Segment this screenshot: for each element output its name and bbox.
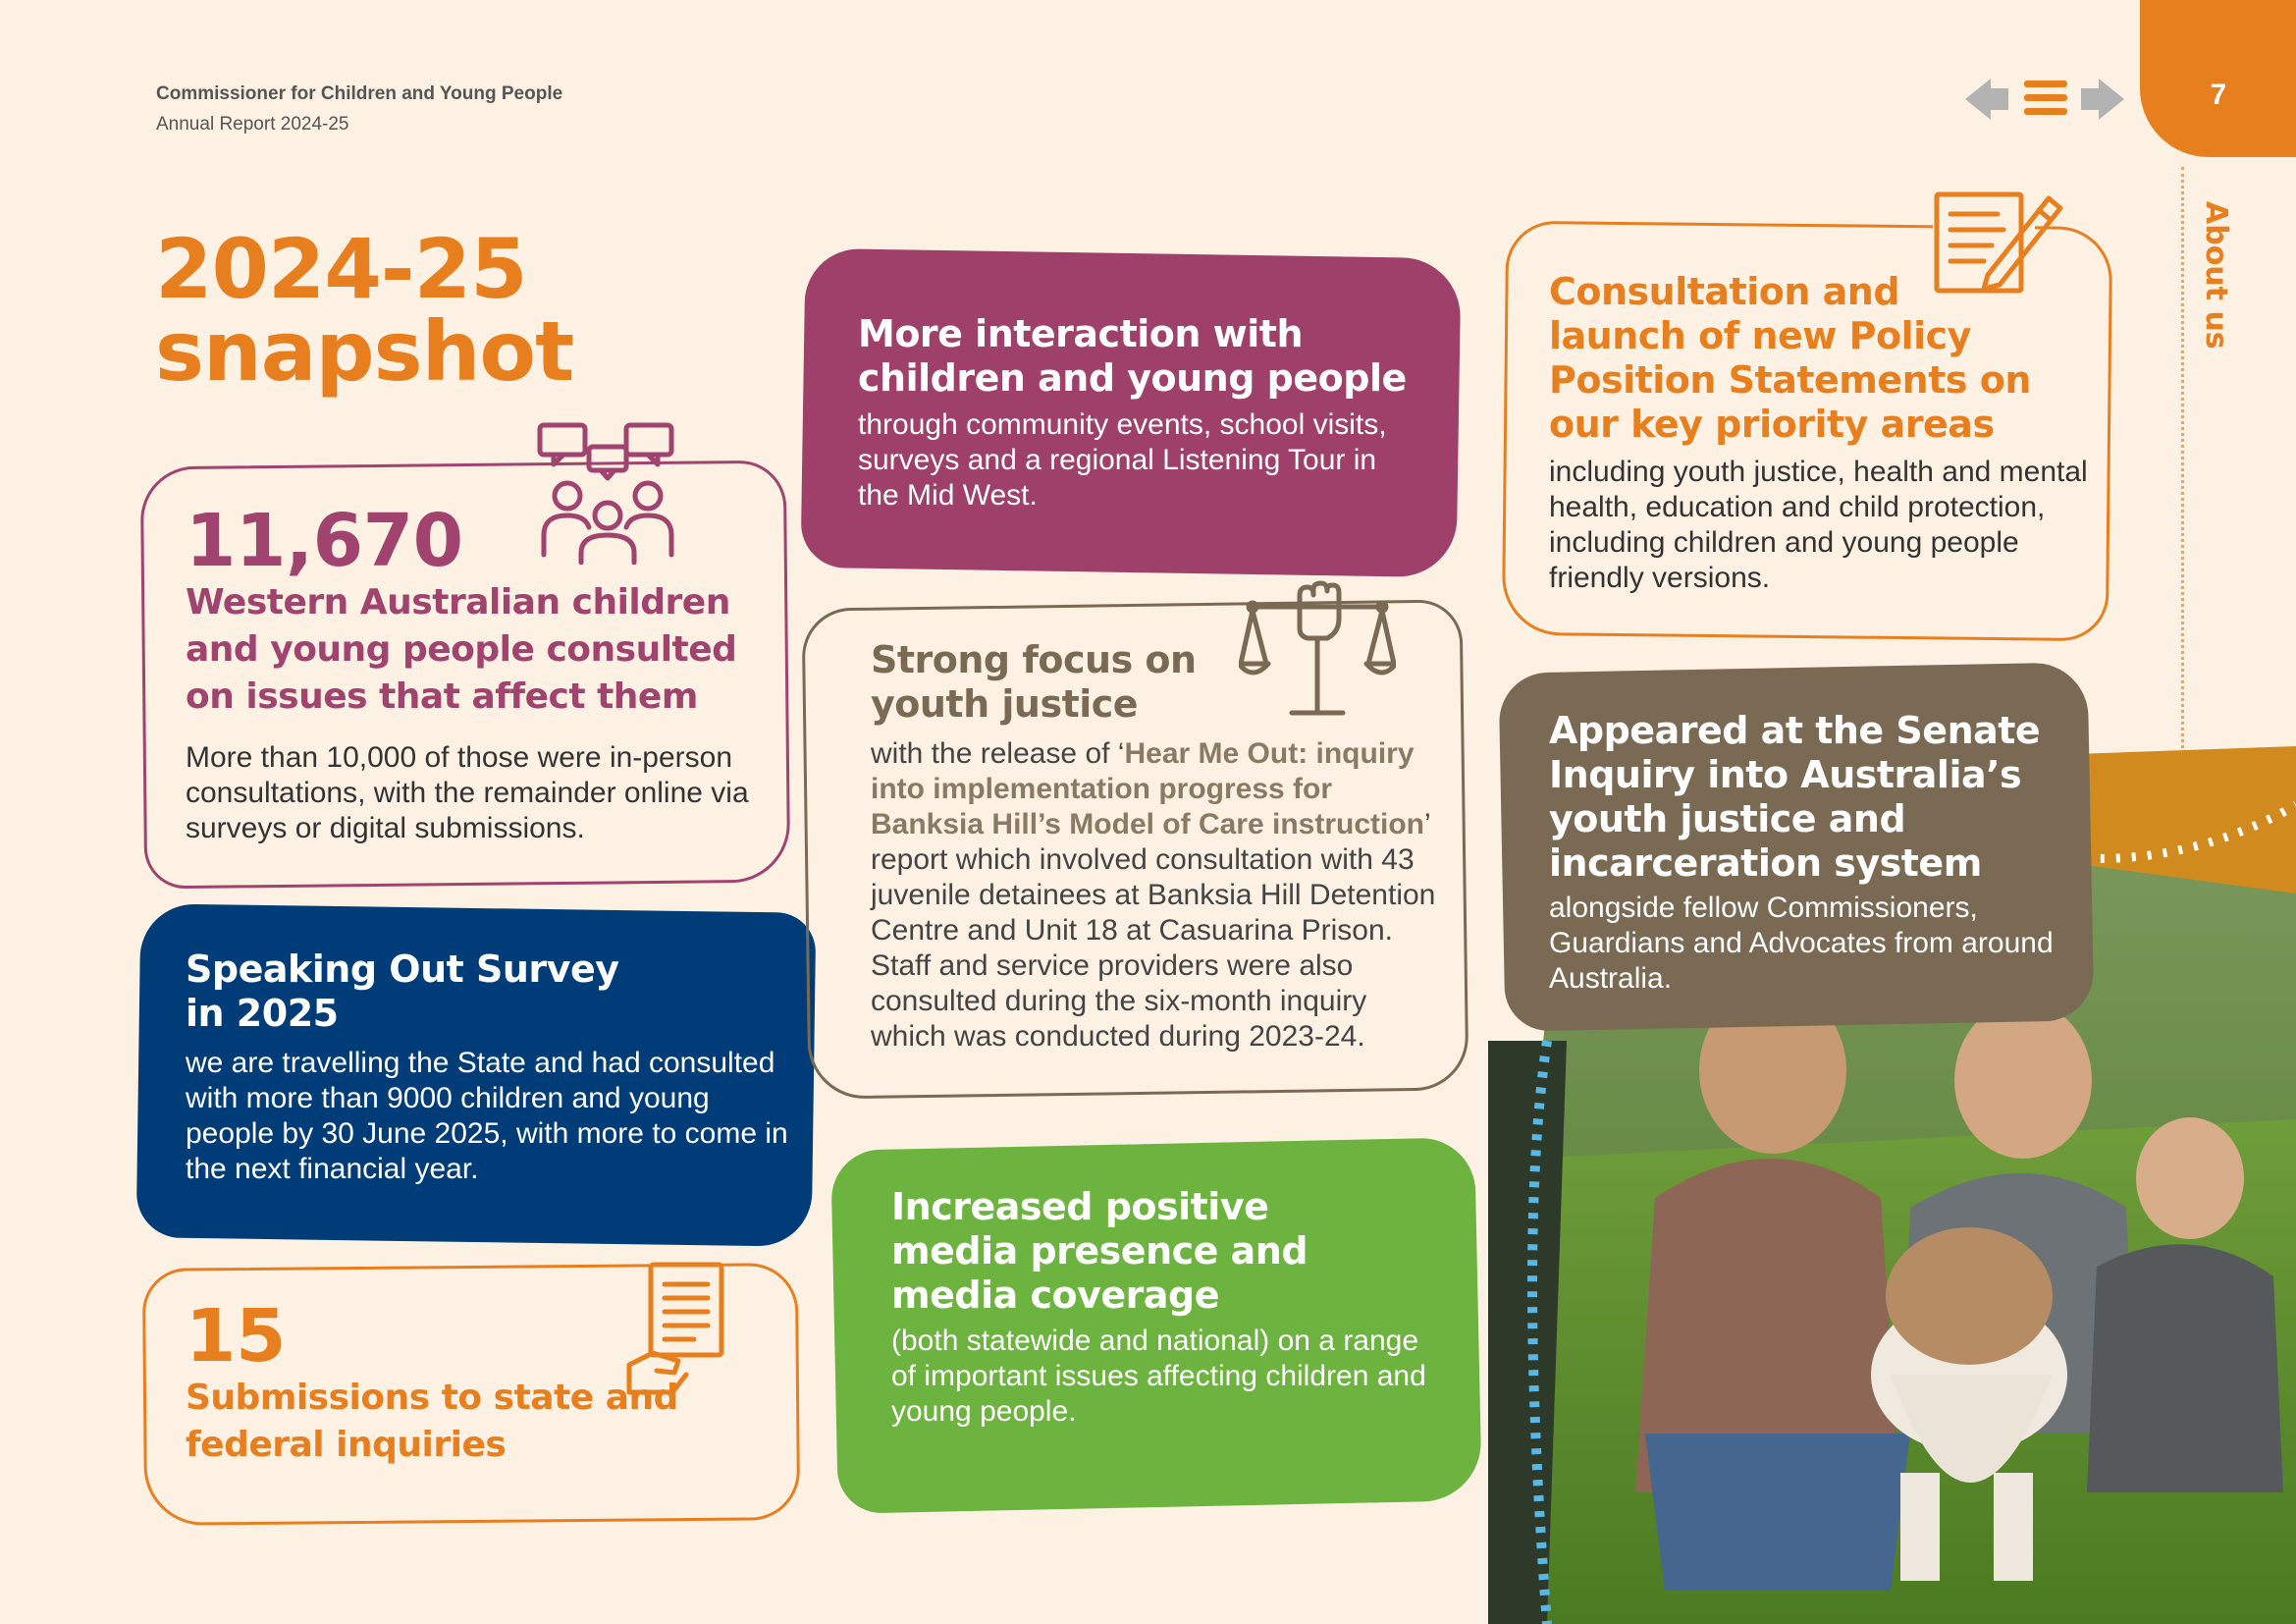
interaction-body: through community events, school visits, surveys and a regional Listening Tour in the Mid West.: [858, 408, 1387, 512]
consulted-number: 11,670: [186, 499, 463, 583]
report-title-link[interactable]: Hear Me Out: inquiry into implementation progress for Banksia Hill’s Model of Care instruction: [871, 737, 1424, 840]
page-number: 7: [2210, 79, 2227, 111]
people-consulting-icon: [530, 417, 687, 565]
senate-heading: [1549, 709, 2040, 886]
arrow-right-icon[interactable]: [2079, 77, 2126, 122]
media-body: (both statewide and national) on a range of important issues affecting children and young people.: [891, 1325, 1426, 1428]
survey-heading: [186, 947, 619, 1036]
senate-heading-line-1: Appeared at the Senate: [1549, 709, 2041, 752]
senate-heading-line-3: youth justice and: [1549, 797, 1906, 840]
interaction-heading-line-1: More interaction with: [858, 312, 1304, 355]
interaction-heading-line-2: children and young people: [858, 356, 1407, 400]
submissions-number: 15: [186, 1294, 286, 1379]
justice-body-rest: ’ report which involved consultation with 43 juvenile detainees at Banksia Hill Detention Centre and Unit 18 at Casuarina Prison. Staff and service providers were also consulted during the six-month inquiry which was conducted during 2023-24.: [871, 808, 1436, 1053]
page-title: [155, 221, 574, 400]
senate-heading-line-2: Inquiry into Australia’s: [1549, 753, 2022, 796]
survey-body: we are travelling the State and had consulted with more than 9000 children and young people by 30 June 2025, with more to come in the next financial year.: [186, 1047, 788, 1185]
justice-body-intro: with the release of ‘: [871, 737, 1125, 770]
justice-scales-fist-icon: [1239, 579, 1396, 717]
menu-icon[interactable]: [2022, 79, 2069, 118]
section-label[interactable]: About us: [2199, 201, 2233, 350]
submissions-heading: Submissions to state and federal inquiries: [186, 1378, 678, 1465]
policy-heading-line-4: our key priority areas: [1549, 403, 1995, 446]
media-heading-line-3: media coverage: [891, 1273, 1219, 1317]
policy-heading-line-2: launch of new Policy: [1549, 314, 1971, 357]
consulted-heading: Western Australian children and young people consulted on issues that affect them: [186, 582, 737, 717]
organisation-name: Commissioner for Children and Young People: [156, 83, 563, 104]
justice-heading-line-1: Strong focus on: [871, 638, 1197, 681]
report-name: Annual Report 2024-25: [156, 114, 349, 135]
policy-heading-line-1: Consultation and: [1549, 270, 1900, 313]
senate-heading-line-4: incarceration system: [1549, 841, 1982, 885]
arrow-left-icon[interactable]: [1963, 77, 2010, 122]
survey-heading-line-1: Speaking Out Survey: [186, 947, 619, 991]
survey-heading-line-2: in 2025: [186, 992, 339, 1035]
title-line-1: 2024-25: [155, 221, 527, 317]
media-heading-line-1: Increased positive: [891, 1185, 1269, 1228]
title-line-2: snapshot: [155, 303, 574, 400]
interaction-heading: [858, 312, 1407, 401]
media-heading: [891, 1185, 1308, 1318]
media-heading-line-2: media presence and: [891, 1229, 1308, 1272]
justice-heading: [871, 638, 1197, 727]
side-divider: [2181, 167, 2184, 766]
policy-body: including youth justice, health and mental health, education and child protection, including children and young people friendly versions.: [1549, 456, 2088, 594]
consulted-body: More than 10,000 of those were in-person consultations, with the remainder online via surveys or digital submissions.: [186, 741, 749, 844]
policy-heading-line-3: Position Statements on: [1549, 358, 2031, 402]
justice-body: [871, 736, 1450, 1055]
senate-body: alongside fellow Commissioners, Guardians and Advocates from around Australia.: [1549, 892, 2054, 995]
justice-heading-line-2: youth justice: [871, 682, 1139, 726]
policy-heading: [1549, 270, 2031, 447]
